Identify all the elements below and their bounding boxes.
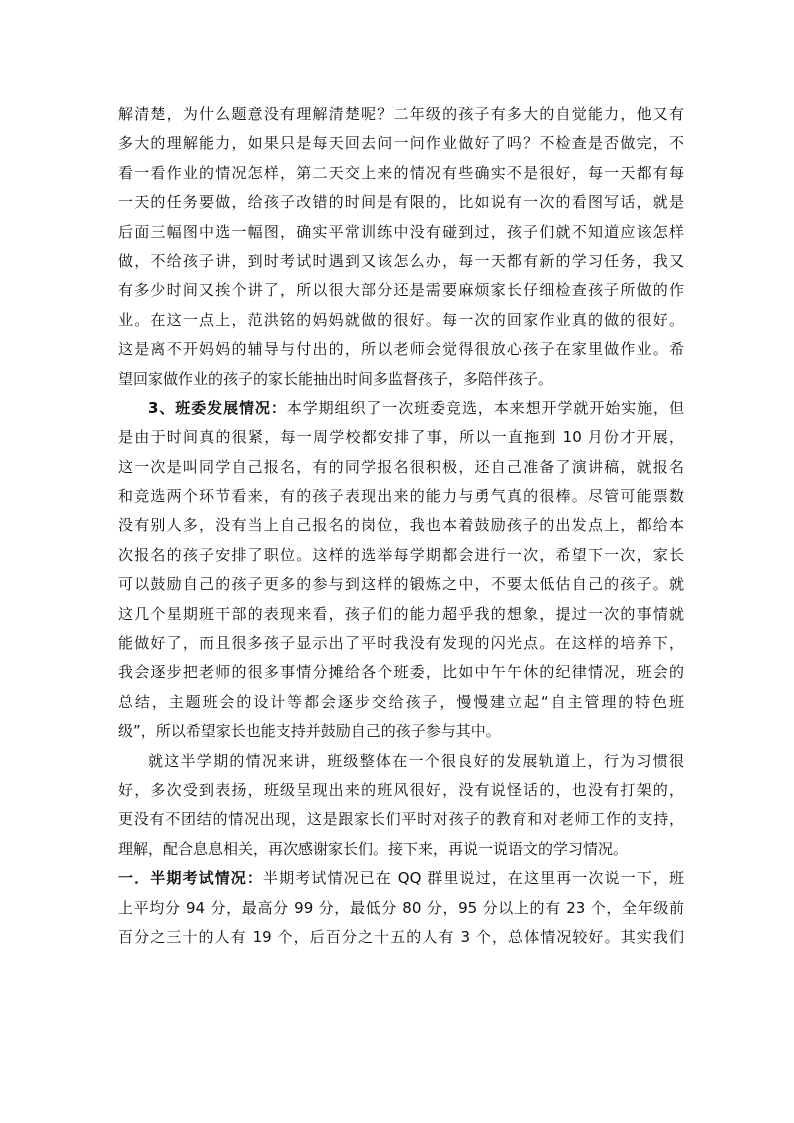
text-line: 看一看作业的情况怎样，第二天交上来的情况有些确实不是很好，每一天都有每 <box>118 163 684 182</box>
text-line: 一天的任务要做，给孩子改错的时间是有限的，比如说有一次的看图写话，就是 <box>118 193 684 212</box>
text-line: 百分之三十的人有 19 个，后百分之十五的人有 3 个，总体情况较好。其实我们 <box>118 927 684 946</box>
text-line: 有多少时间又挨个讲了，所以很大部分还是需要麻烦家长仔细检查孩子所做的作 <box>118 281 684 300</box>
text-line: 和竞选两个环节看来，有的孩子表现出来的能力与勇气真的很棒。尽管可能票数 <box>118 487 684 506</box>
text-run: 本学期组织了一次班委竞选，本来想开学就开始实施，但 <box>286 398 684 417</box>
text-line: 总结，主题班会的设计等都会逐步交给孩子，慢慢建立起“自主管理的特色班 <box>118 692 684 711</box>
text-line: 级”，所以希望家长也能支持并鼓励自己的孩子参与其中。 <box>118 722 501 741</box>
text-line: 没有别人多，没有当上自己报名的岗位，我也本着鼓励孩子的出发点上，都给本 <box>118 516 684 535</box>
text-line: 好，多次受到表扬，班级呈现出来的班风很好，没有说怪话的，也没有打架的， <box>118 780 684 799</box>
paragraph-midterm <box>118 864 684 952</box>
text-line: 是由于时间真的很紧，每一周学校都安排了事，所以一直拖到 10 月份才开展， <box>118 428 684 447</box>
text-line: 做，不给孩子讲，到时考试时遇到又该怎么办，每一天都有新的学习任务，我又 <box>118 251 684 270</box>
text-line: 这一次是叫同学自己报名，有的同学报名很积极，还自己准备了演讲稿，就报名 <box>118 457 684 476</box>
text-line: 解清楚，为什么题意没有理解清楚呢？二年级的孩子有多大的自觉能力，他又有 <box>118 105 684 123</box>
text-line: 上平均分 94 分，最高分 99 分，最低分 80 分，95 分以上的有 23 个，全年级前 <box>118 898 684 917</box>
paragraph-homework <box>118 100 684 394</box>
text-line: 多大的理解能力，如果只是每天回去问一问作业做好了吗？不检查是否做完，不 <box>118 134 684 153</box>
text-line: 后面三幅图中选一幅图，确实平常训练中没有碰到过，孩子们就不知道应该怎样 <box>118 222 684 241</box>
text-line: 业。在这一点上，范洪铭的妈妈就做的很好。每一次的回家作业真的做的很好。 <box>118 310 684 329</box>
text-line: 能做好了，而且很多孩子显示出了平时我没有发现的闪光点。在这样的培养下， <box>118 634 684 653</box>
document-page <box>118 100 684 952</box>
paragraph-class-committee <box>118 394 684 747</box>
section-heading: 一．半期考试情况： <box>118 869 264 888</box>
text-line: 这是离不开妈妈的辅导与付出的，所以老师会觉得很放心孩子在家里做作业。希 <box>118 340 684 359</box>
text-line <box>118 864 684 893</box>
text-line: 次报名的孩子安排了职位。这样的选举每学期都会进行一次，希望下一次，家长 <box>118 545 684 564</box>
text-line: 这几个星期班干部的表现来看，孩子们的能力超乎我的想象，提过一次的事情就 <box>118 604 684 623</box>
text-line: 可以鼓励自己的孩子更多的参与到这样的锻炼之中，不要太低估自己的孩子。就 <box>118 575 684 594</box>
text-run: 半期考试情况已在 QQ 群里说过，在这里再一次说一下，班 <box>263 869 684 888</box>
section-heading: 3、班委发展情况： <box>148 398 287 417</box>
text-line: 理解，配合息息相关，再次感谢家长们。接下来，再说一说语文的学习情况。 <box>118 839 629 858</box>
paragraph-summary <box>118 747 684 865</box>
text-line: 我会逐步把老师的很多事情分摊给各个班委，比如中午午休的纪律情况，班会的 <box>118 663 684 682</box>
text-line <box>118 394 684 423</box>
text-line: 更没有不团结的情况出现，这是跟家长们平时对孩子的教育和对老师工作的支持， <box>118 810 684 829</box>
text-line: 望回家做作业的孩子的家长能抽出时间多监督孩子，多陪伴孩子。 <box>118 369 554 388</box>
text-line: 就这半学期的情况来讲，班级整体在一个很良好的发展轨道上，行为习惯很 <box>148 751 684 770</box>
